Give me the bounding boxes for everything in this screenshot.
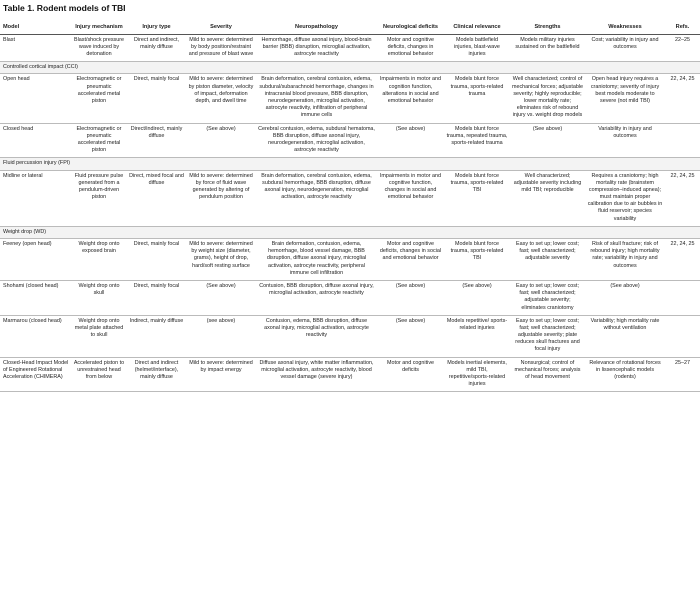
cell-refs: 22–25 bbox=[665, 34, 700, 62]
cell-strengths: Models military injuries sustained on the battlefield bbox=[510, 34, 585, 62]
cell-mechanism: Weight drop onto exposed brain bbox=[71, 239, 127, 281]
cell-severity: (See above) bbox=[186, 280, 256, 315]
table-row bbox=[0, 34, 700, 62]
cell-mechanism: Weight drop onto metal plate attached to skull bbox=[71, 315, 127, 357]
table-title: Table 1. Rodent models of TBI bbox=[3, 3, 126, 13]
cell-severity: Mild to severe: determined by weight size (diameter, grams), height of drop, hard/soft resting surface bbox=[186, 239, 256, 281]
cell-type: Direct and indirect (helmet/interface), mainly diffuse bbox=[127, 357, 186, 392]
cell-weaknesses: (See above) bbox=[585, 280, 665, 315]
cell-neuropathology: Cerebral contusion, edema, subdural hematoma, BBB disruption, diffuse axonal injury, neurodegeneration, microglial activation, astrocyte reactivity bbox=[256, 123, 377, 158]
cell-type: Indirect, mainly diffuse bbox=[127, 315, 186, 357]
cell-strengths: Easy to set up; lower cost; fast; well characterized; adjustable severity bbox=[510, 239, 585, 281]
table-row bbox=[0, 123, 700, 158]
cell-weaknesses: Variability; high mortality rate without ventilation bbox=[585, 315, 665, 357]
table-row bbox=[0, 74, 700, 123]
cell-severity: Mild to severe: determined by body position/restraint and pressure of blast wave bbox=[186, 34, 256, 62]
rodent-models-table bbox=[0, 22, 700, 392]
cell-deficits: (See above) bbox=[377, 280, 444, 315]
table-row bbox=[0, 170, 700, 226]
cell-weaknesses: Risk of skull fracture; risk of rebound injury; high mortality rate; variability in injury and outcomes bbox=[585, 239, 665, 281]
cell-weaknesses: Open head injury requires a craniotomy; severity of injury best models moderate to severe (not mild TBI) bbox=[585, 74, 665, 123]
cell-model: Feeney (open head) bbox=[0, 239, 71, 281]
section-label: Weight drop (WD) bbox=[0, 226, 700, 238]
section-row-cci bbox=[0, 62, 700, 74]
cell-model: Closed-Head Impact Model of Engineered Rotational Acceleration (CHIMERA) bbox=[0, 357, 71, 392]
cell-deficits: Impairments in motor and cognition function, alterations in social and emotional behavior bbox=[377, 74, 444, 123]
cell-relevance: Models blunt force trauma, repeated trauma, sports-related trauma bbox=[444, 123, 510, 158]
cell-model: Closed head bbox=[0, 123, 71, 158]
header-type: Injury type bbox=[127, 22, 186, 34]
cell-severity: Mild to severe: determined by force of fluid wave generated by altering of pendulum position bbox=[186, 170, 256, 226]
section-row-fpi bbox=[0, 158, 700, 170]
header-deficits: Neurological deficits bbox=[377, 22, 444, 34]
cell-severity: Mild to severe: determined by impact energy bbox=[186, 357, 256, 392]
table-row bbox=[0, 280, 700, 315]
cell-severity: (See above) bbox=[186, 123, 256, 158]
cell-mechanism: Weight drop onto skull bbox=[71, 280, 127, 315]
cell-type: Direct, mainly focal bbox=[127, 74, 186, 123]
cell-strengths: Easy to set up; lower cost; fast; well characterized; adjustable severity; eliminates craniotomy bbox=[510, 280, 585, 315]
header-strengths: Strengths bbox=[510, 22, 585, 34]
cell-deficits: (See above) bbox=[377, 315, 444, 357]
cell-type: Direct and indirect, mainly diffuse bbox=[127, 34, 186, 62]
header-mechanism: Injury mechanism bbox=[71, 22, 127, 34]
cell-mechanism: Fluid pressure pulse generated from a pendulum-driven piston bbox=[71, 170, 127, 226]
header-severity: Severity bbox=[186, 22, 256, 34]
cell-relevance: Models battlefield injuries, blast-wave injuries bbox=[444, 34, 510, 62]
cell-mechanism: Accelerated piston to unrestrained head from below bbox=[71, 357, 127, 392]
cell-model: Marmarou (closed head) bbox=[0, 315, 71, 357]
cell-neuropathology: Brain deformation, cerebral contusion, edema, subdural hemorrhage, BBB disruption, diffuse axonal injury, neurodegeneration, microglial activation, astrocyte reactivity bbox=[256, 170, 377, 226]
cell-relevance: Models blunt force trauma, sports-related trauma bbox=[444, 74, 510, 123]
cell-refs: 22, 24, 25 bbox=[665, 239, 700, 281]
cell-model: Open head bbox=[0, 74, 71, 123]
cell-model: Blast bbox=[0, 34, 71, 62]
section-row-wd bbox=[0, 226, 700, 238]
table-row bbox=[0, 357, 700, 392]
cell-mechanism: Electromagnetic or pneumatic accelerated metal piston bbox=[71, 123, 127, 158]
cell-refs bbox=[665, 315, 700, 357]
cell-weaknesses: Cost; variability in injury and outcomes bbox=[585, 34, 665, 62]
cell-neuropathology: Contusion, BBB disruption, diffuse axonal injury, microglial activation, astrocyte reactivity bbox=[256, 280, 377, 315]
cell-refs: 22, 24, 25 bbox=[665, 170, 700, 226]
cell-type: Direct/indirect, mainly diffuse bbox=[127, 123, 186, 158]
header-neuropathology: Neuropathology bbox=[256, 22, 377, 34]
header-weaknesses: Weaknesses bbox=[585, 22, 665, 34]
cell-strengths: (See above) bbox=[510, 123, 585, 158]
cell-type: Direct, mainly focal bbox=[127, 280, 186, 315]
section-label: Controlled cortical impact (CCI) bbox=[0, 62, 700, 74]
header-relevance: Clinical relevance bbox=[444, 22, 510, 34]
cell-type: Direct, mixed focal and diffuse bbox=[127, 170, 186, 226]
header-model: Model bbox=[0, 22, 71, 34]
cell-severity: (see above) bbox=[186, 315, 256, 357]
cell-type: Direct, mainly focal bbox=[127, 239, 186, 281]
cell-weaknesses: Requires a craniotomy; high mortality rate (brainstem compression–induced apnea); must maintain proper calibration due to air bubbles in fluid reservoir; species variability bbox=[585, 170, 665, 226]
cell-neuropathology: Brain deformation, contusion, edema, hemorrhage, blood vessel damage, BBB disruption, diffuse axonal injury, microglial activation, astrocyte reactivity, peripheral immune cell infiltration bbox=[256, 239, 377, 281]
cell-refs: 25–27 bbox=[665, 357, 700, 392]
table-row bbox=[0, 315, 700, 357]
cell-neuropathology: Contusion, edema, BBB disruption, diffuse axonal injury, microglial activation, astrocyte reactivity bbox=[256, 315, 377, 357]
cell-deficits: (See above) bbox=[377, 123, 444, 158]
cell-deficits: Motor and cognitive deficits bbox=[377, 357, 444, 392]
cell-mechanism: Electromagnetic or pneumatic accelerated metal piston bbox=[71, 74, 127, 123]
cell-deficits: Motor and cognitive deficits, changes in social and emotional behavior bbox=[377, 239, 444, 281]
cell-deficits: Impairments in motor and cognitive function, changes in social and emotional behavior bbox=[377, 170, 444, 226]
section-label: Fluid percussion injury (FPI) bbox=[0, 158, 700, 170]
cell-strengths: Well characterized; adjustable severity including mild TBI; reproducible bbox=[510, 170, 585, 226]
cell-neuropathology: Diffuse axonal injury, white matter inflammation, microglial activation, astrocyte reactivity, blood vessel damage (severe injury) bbox=[256, 357, 377, 392]
cell-weaknesses: Variability in injury and outcomes bbox=[585, 123, 665, 158]
cell-severity: Mild to severe: determined by piston diameter, velocity of impact, deformation depth, and dwell time bbox=[186, 74, 256, 123]
header-refs: Refs. bbox=[665, 22, 700, 34]
cell-refs: 22, 24, 25 bbox=[665, 74, 700, 123]
cell-strengths: Well characterized; control of mechanical forces; adjustable severity; highly reproducible; lower mortality rate; eliminates risk of rebound injury vs. weight drop models bbox=[510, 74, 585, 123]
cell-relevance: (See above) bbox=[444, 280, 510, 315]
header-row bbox=[0, 22, 700, 34]
cell-strengths: Nonsurgical; control of mechanical forces; analysis of head movement bbox=[510, 357, 585, 392]
cell-neuropathology: Hemorrhage, diffuse axonal injury, blood-brain barrier (BBB) disruption, microglial activation, astrocyte reactivity bbox=[256, 34, 377, 62]
cell-relevance: Models blunt force trauma, sports-related TBI bbox=[444, 239, 510, 281]
cell-weaknesses: Relevance of rotational forces in lissencephalic models (rodents) bbox=[585, 357, 665, 392]
cell-refs bbox=[665, 123, 700, 158]
cell-relevance: Models inertial elements, mild TBI, repetitive/sports-related injuries bbox=[444, 357, 510, 392]
cell-deficits: Motor and cognitive deficits, changes in emotional behavior bbox=[377, 34, 444, 62]
cell-relevance: Models blunt force trauma, sports-related TBI bbox=[444, 170, 510, 226]
cell-model: Midline or lateral bbox=[0, 170, 71, 226]
cell-mechanism: Blast/shock pressure wave induced by detonation bbox=[71, 34, 127, 62]
cell-neuropathology: Brain deformation, cerebral contusion, edema, subdural/subarachnoid hemorrhage, changes in intracranial blood pressure, BBB disruption, neurodegeneration, microglial activation, astrocyte reactivity, infiltration of peripheral immune cells bbox=[256, 74, 377, 123]
cell-refs bbox=[665, 280, 700, 315]
cell-model: Shohami (closed head) bbox=[0, 280, 71, 315]
cell-relevance: Models repetitive/ sports-related injuries bbox=[444, 315, 510, 357]
cell-strengths: Easy to set up; lower cost; fast; well characterized; adjustable severity; plate reduces skull fractures and focal injury bbox=[510, 315, 585, 357]
table-row bbox=[0, 239, 700, 281]
